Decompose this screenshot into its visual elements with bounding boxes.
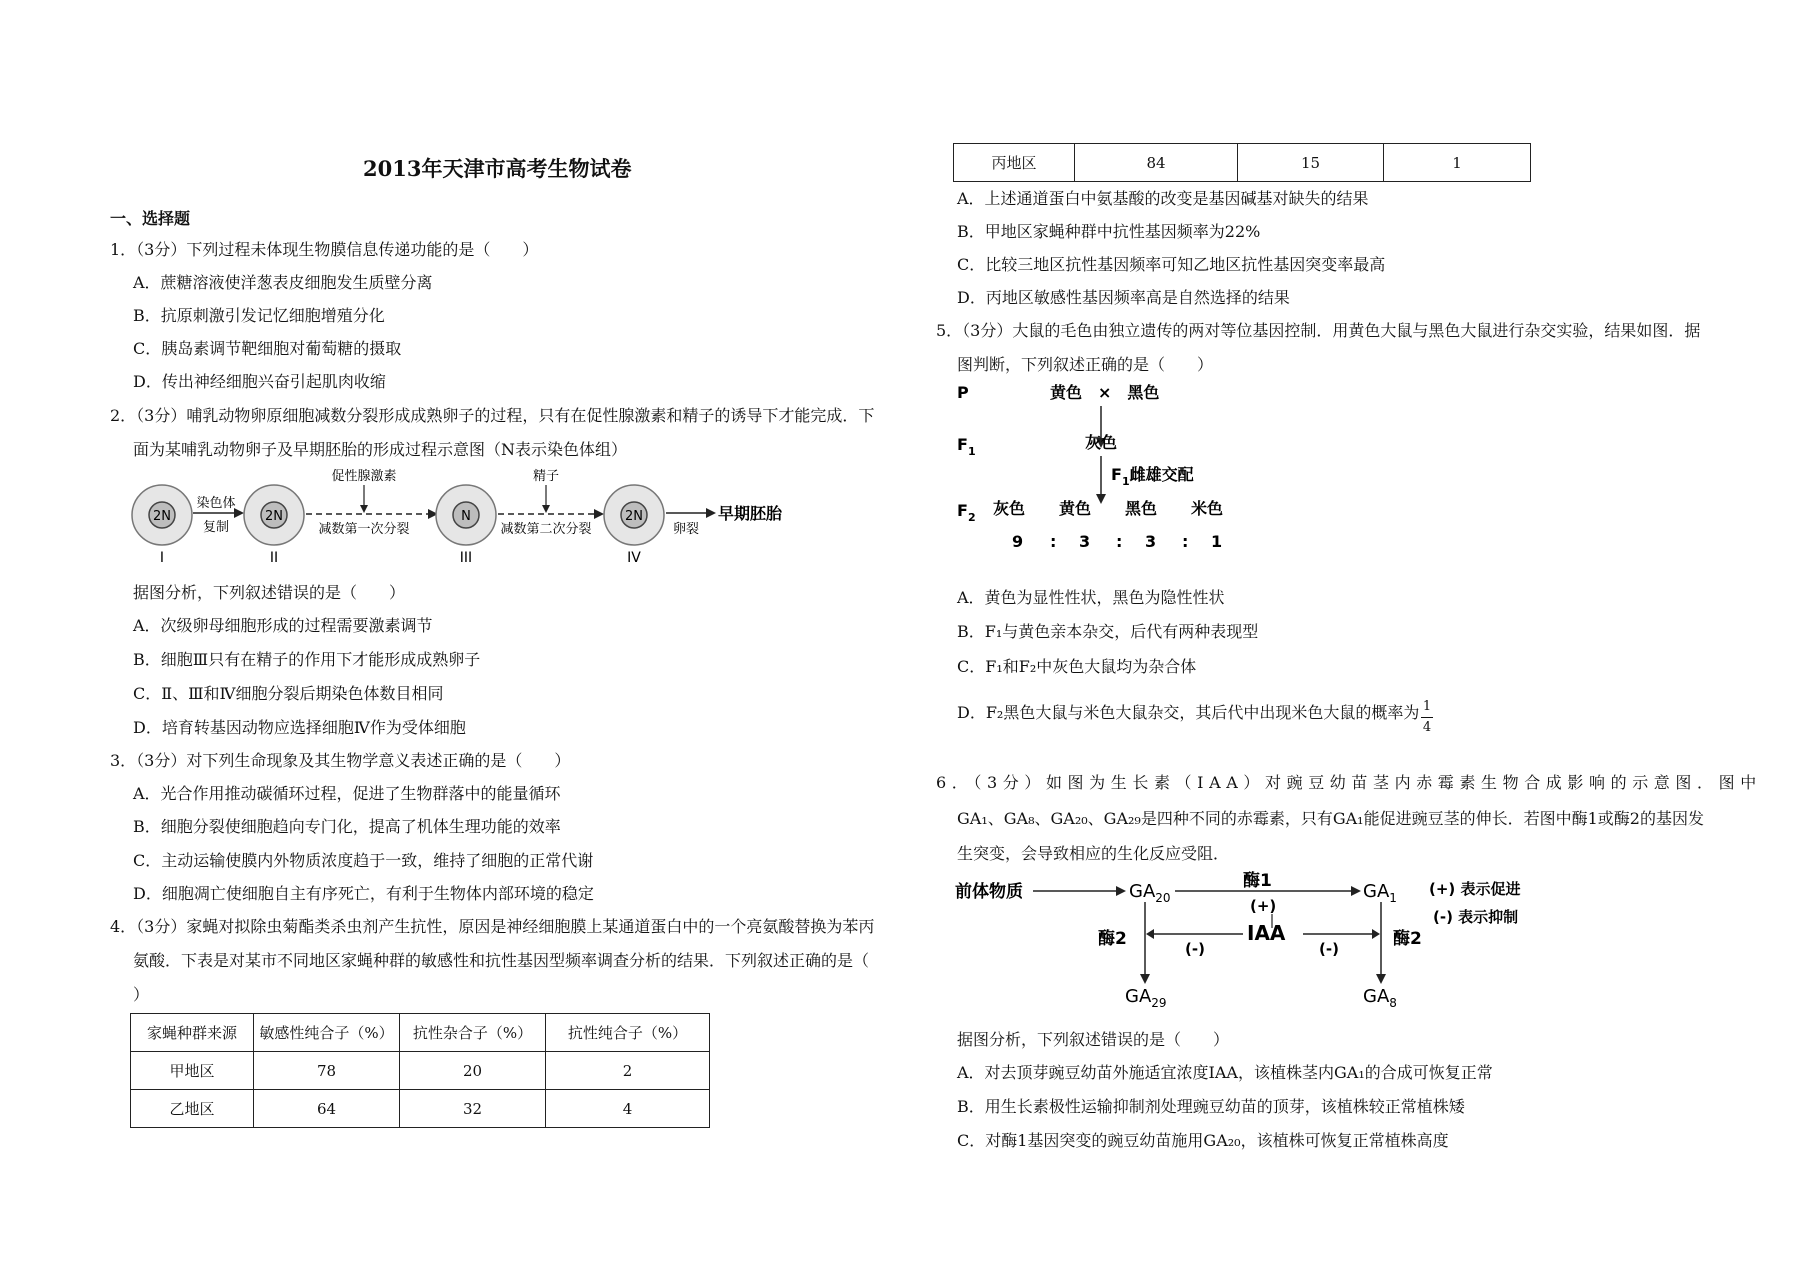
ratio-3b: 3	[1145, 532, 1157, 551]
q4-table	[130, 1013, 710, 1128]
q5-option-a: A．黄色为显性性状，黑色为隐性性状	[957, 588, 1225, 607]
table-cell: 64	[254, 1090, 400, 1128]
table-row	[131, 1090, 710, 1128]
table-cell: 15	[1238, 144, 1384, 182]
enzyme1-label: 酶1	[1243, 871, 1272, 891]
table-row	[954, 144, 1531, 182]
oocyte-diagram	[128, 463, 788, 568]
cell-3	[436, 485, 496, 545]
dup-label-top: 染色体	[196, 496, 236, 511]
enzyme2-right-label: 酶2	[1393, 929, 1422, 949]
q6-option-a: A．对去顶芽豌豆幼苗外施适宜浓度IAA，该植株茎内GA₁的合成可恢复正常	[957, 1063, 1493, 1082]
ga20-label: $GA_{20}$	[1129, 881, 1171, 905]
f2-phenotype-cream: 米色	[1191, 499, 1224, 518]
arrow-ga1-ga8-head	[1376, 974, 1386, 984]
q4-option-b: B．甲地区家蝇种群中抗性基因频率为22%	[957, 222, 1261, 241]
ga8-label: $GA_8$	[1363, 986, 1397, 1010]
precursor-label: 前体物质	[955, 882, 1023, 902]
stage-2: II	[269, 550, 279, 566]
page-title: 2013年天津市高考生物试卷	[363, 156, 632, 181]
arrow-ga20-ga1-head	[1351, 886, 1361, 896]
q4-option-a: A．上述通道蛋白中氨基酸的改变是基因碱基对缺失的结果	[957, 189, 1369, 208]
q5-option-c: C．F₁和F₂中灰色大鼠均为杂合体	[957, 657, 1197, 676]
q5-option-d: D．F₂黑色大鼠与米色大鼠杂交，其后代中出现米色大鼠的概率为	[957, 703, 1420, 722]
table-header-cell: 家蝇种群来源	[131, 1014, 254, 1052]
question-4-stem-line2: 氨酸．下表是对某市不同地区家蝇种群的敏感性和抗性基因型频率调查分析的结果．下列叙述正确的是（	[133, 951, 870, 970]
stage-4: IV	[627, 550, 641, 566]
rat-cross-diagram	[955, 378, 1245, 558]
q4-option-d: D．丙地区敏感性基因频率高是自然选择的结果	[957, 288, 1290, 307]
question-6-ask: 据图分析，下列叙述错误的是（ ）	[957, 1030, 1230, 1049]
f1-arrow-head	[1096, 494, 1106, 504]
sperm-arrow-head	[542, 505, 550, 513]
dup-label-bottom: 复制	[202, 520, 230, 535]
q3-option-a: A．光合作用推动碳循环过程，促进了生物群落中的能量循环	[133, 784, 561, 803]
enzyme2-left-label: 酶2	[1098, 929, 1127, 949]
f2-label: $F_2$	[957, 501, 976, 524]
q5-option-b: B．F₁与黄色亲本杂交，后代有两种表现型	[957, 622, 1259, 641]
iaa-left-head	[1146, 929, 1154, 939]
cell-3-label: N	[461, 509, 471, 524]
ratio-1: 1	[1211, 532, 1223, 551]
q2-option-a: A．次级卵母细胞形成的过程需要激素调节	[133, 616, 433, 635]
table-cell: 1	[1384, 144, 1531, 182]
question-4-stem-line1: 4．（3分）家蝇对拟除虫菊酯类杀虫剂产生抗性，原因是神经细胞膜上某通道蛋白中的一个亮氨酸替换为苯丙	[110, 917, 875, 936]
table-cell: 2	[546, 1052, 710, 1090]
q2-option-d: D．培育转基因动物应选择细胞Ⅳ作为受体细胞	[133, 718, 466, 737]
q3-option-d: D．细胞凋亡使细胞自主有序死亡，有利于生物体内部环境的稳定	[133, 884, 594, 903]
table-cell: 84	[1075, 144, 1238, 182]
hormone-label: 促性腺激素	[331, 469, 397, 484]
q1-option-a: A．蔗糖溶液使洋葱表皮细胞发生质壁分离	[133, 273, 433, 292]
hormone-arrow-head	[360, 505, 368, 513]
ga1-label: $GA_1$	[1363, 881, 1397, 905]
fraction-numerator: 1	[1422, 699, 1432, 714]
meiosis2-label: 减数第二次分裂	[500, 522, 592, 537]
question-1-stem: 1．（3分）下列过程未体现生物膜信息传递功能的是（ ）	[110, 240, 539, 259]
ga29-label: $GA_{29}$	[1125, 986, 1167, 1010]
table-cell: 78	[254, 1052, 400, 1090]
stage-1: I	[159, 550, 165, 566]
table-header-cell: 敏感性纯合子（%）	[254, 1014, 400, 1052]
question-6-stem-line2: GA₁、GA₈、GA₂₀、GA₂₉是四种不同的赤霉素，只有GA₁能促进豌豆茎的伸长．若图中酶1或酶2的基因发	[957, 809, 1704, 828]
question-6-stem-line1: 6．（3分）如图为生长素（IAA）对豌豆幼苗茎内赤霉素生物合成影响的示意图．图中	[936, 773, 1762, 792]
sperm-label: 精子	[532, 469, 560, 484]
arrow-3-head	[594, 509, 604, 519]
arrow-precursor-head	[1116, 886, 1126, 896]
table-cell: 32	[400, 1090, 546, 1128]
f1-cross-label: $F_1$雌雄交配	[1111, 465, 1194, 488]
cell-1-label: 2N	[153, 509, 171, 524]
minus-right-label: (-)	[1319, 940, 1339, 958]
table-cell: 甲地区	[131, 1052, 254, 1090]
cell-2	[244, 485, 304, 545]
embryo-label: 早期胚胎	[718, 504, 783, 523]
gibberellin-diagram	[953, 868, 1521, 1010]
cell-1	[132, 485, 192, 545]
q2-option-b: B．细胞Ⅲ只有在精子的作用下才能形成成熟卵子	[133, 650, 481, 669]
ratio-9: 9	[1012, 532, 1024, 551]
cell-4	[604, 485, 664, 545]
f2-phenotype-gray: 灰色	[993, 499, 1026, 518]
q4-table-continued	[953, 143, 1531, 182]
question-2-ask: 据图分析，下列叙述错误的是（ ）	[133, 583, 406, 602]
question-6-stem-line3: 生突变，会导致相应的生化反应受阻．	[957, 844, 1230, 863]
f2-phenotype-yellow: 黄色	[1059, 499, 1092, 518]
table-cell: 20	[400, 1052, 546, 1090]
p-label: P	[957, 383, 969, 402]
q6-option-b: B．用生长素极性运输抑制剂处理豌豆幼苗的顶芽，该植株较正常植株矮	[957, 1097, 1465, 1116]
ratio-sep: :	[1050, 532, 1057, 551]
cell-2-label: 2N	[265, 509, 283, 524]
f2-phenotype-black: 黑色	[1125, 499, 1158, 518]
cleavage-label: 卵裂	[672, 522, 700, 537]
fraction-denominator: 4	[1422, 720, 1432, 735]
table-header-row	[131, 1014, 710, 1052]
table-cell: 丙地区	[954, 144, 1075, 182]
stage-3: III	[459, 550, 473, 566]
table-row	[131, 1052, 710, 1090]
question-3-stem: 3．（3分）对下列生命现象及其生物学意义表述正确的是（ ）	[110, 751, 571, 770]
legend-promote: (+) 表示促进	[1429, 880, 1521, 898]
ratio-3a: 3	[1079, 532, 1091, 551]
iaa-right-head	[1372, 929, 1380, 939]
legend-inhibit: (-) 表示抑制	[1433, 908, 1519, 926]
f1-phenotype: 灰色	[1085, 433, 1118, 452]
q4-option-c: C．比较三地区抗性基因频率可知乙地区抗性基因突变率最高	[957, 255, 1386, 274]
q3-option-c: C．主动运输使膜内外物质浓度趋于一致，维持了细胞的正常代谢	[133, 851, 594, 870]
question-5-stem-line1: 5．（3分）大鼠的毛色由独立遗传的两对等位基因控制．用黄色大鼠与黑色大鼠进行杂交实验，结果如图．据	[936, 321, 1701, 340]
q1-option-d: D．传出神经细胞兴奋引起肌肉收缩	[133, 372, 386, 391]
question-5-stem-line2: 图判断，下列叙述正确的是（ ）	[957, 355, 1214, 374]
arrow-ga20-ga29-head	[1140, 974, 1150, 984]
arrow-4-head	[706, 508, 716, 518]
table-cell: 乙地区	[131, 1090, 254, 1128]
minus-left-label: (-)	[1185, 940, 1205, 958]
q3-option-b: B．细胞分裂使细胞趋向专门化，提高了机体生理功能的效率	[133, 817, 561, 836]
question-2-stem-line2: 面为某哺乳动物卵子及早期胚胎的形成过程示意图（N表示染色体组）	[133, 440, 628, 459]
table-header-cell: 抗性纯合子（%）	[546, 1014, 710, 1052]
q1-option-b: B．抗原刺激引发记忆细胞增殖分化	[133, 306, 385, 325]
section-heading: 一、选择题	[110, 209, 191, 228]
plus-label: (+)	[1250, 897, 1277, 915]
table-cell: 4	[546, 1090, 710, 1128]
fraction-bar	[1421, 717, 1433, 718]
ratio-sep: :	[1116, 532, 1123, 551]
parents-label: 黄色 × 黑色	[1050, 383, 1160, 402]
q1-option-c: C．胰岛素调节靶细胞对葡萄糖的摄取	[133, 339, 402, 358]
table-header-cell: 抗性杂合子（%）	[400, 1014, 546, 1052]
q2-option-c: C．Ⅱ、Ⅲ和Ⅳ细胞分裂后期染色体数目相同	[133, 684, 444, 703]
ratio-sep: :	[1182, 532, 1189, 551]
question-2-stem-line1: 2．（3分）哺乳动物卵原细胞减数分裂形成成熟卵子的过程，只有在促性腺激素和精子的诱导下才能完成．下	[110, 406, 875, 425]
cell-4-label: 2N	[625, 509, 643, 524]
meiosis1-label: 减数第一次分裂	[318, 522, 410, 537]
question-4-stem-line3: ）	[133, 985, 150, 1004]
f1-label: $F_1$	[957, 435, 976, 458]
iaa-label: IAA	[1247, 921, 1286, 945]
q6-option-c: C．对酶1基因突变的豌豆幼苗施用GA₂₀，该植株可恢复正常植株高度	[957, 1131, 1449, 1150]
